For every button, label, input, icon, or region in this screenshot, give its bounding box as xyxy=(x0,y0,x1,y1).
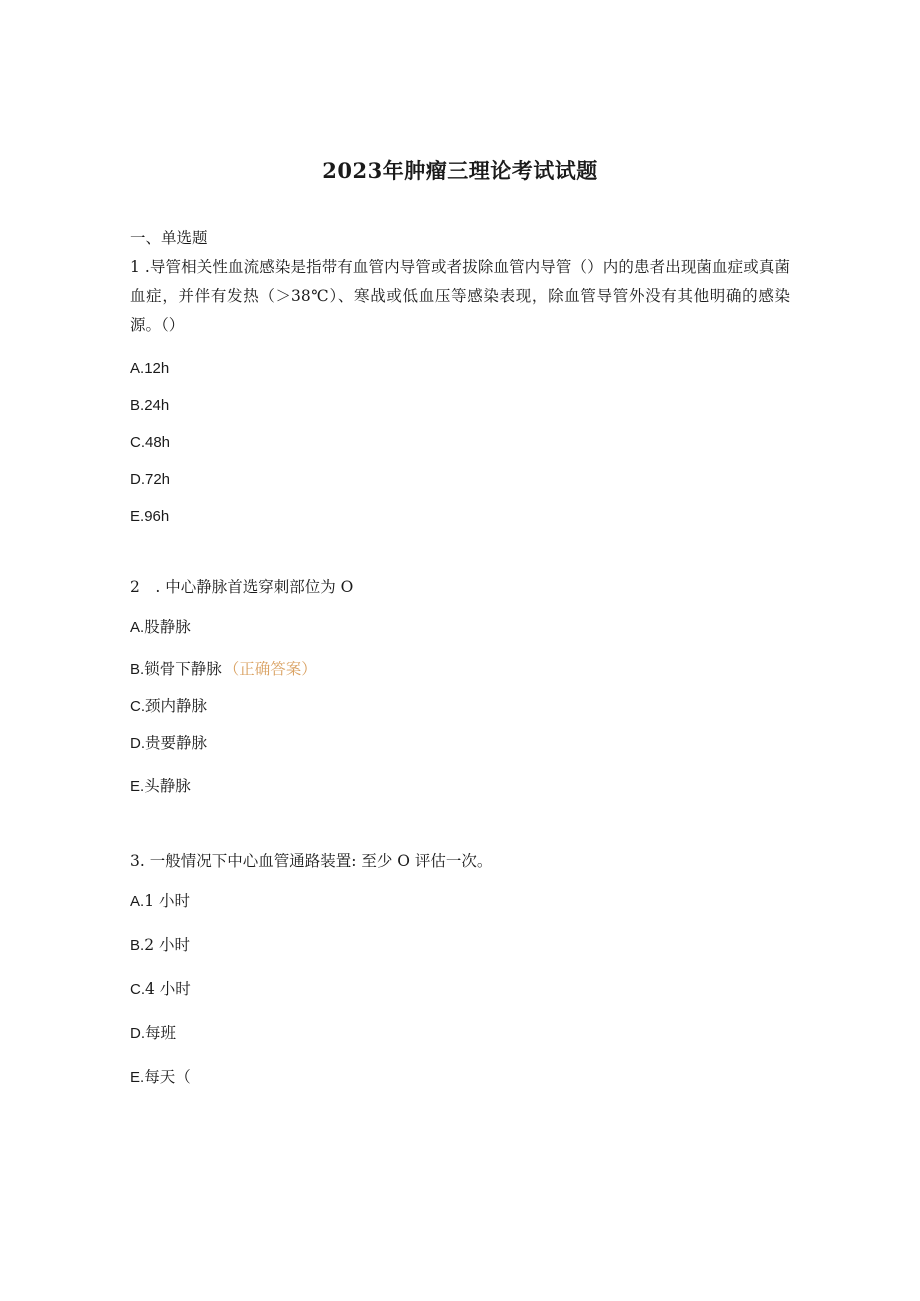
option-letter: D. xyxy=(130,1025,145,1042)
option-letter: A. xyxy=(130,893,145,910)
option-text: 48h xyxy=(145,434,171,451)
option-text: 头静脉 xyxy=(144,777,191,795)
option-letter: C. xyxy=(130,698,145,715)
option-text: 贵要静脉 xyxy=(145,734,208,752)
question-1-option-c xyxy=(130,432,170,453)
question-1-stem: 1 .导管相关性血流感染是指带有血管内导管或者拔除血管内导管（）内的患者出现菌血症或真菌血症，并伴有发热（＞38℃）、寒战或低血压等感染表现，除血管导管外没有其他明确的感染源。（） xyxy=(130,258,790,334)
option-text: 2 小时 xyxy=(144,936,190,954)
option-text: 96h xyxy=(144,508,170,525)
option-letter: A. xyxy=(130,360,145,377)
option-letter: D. xyxy=(130,471,145,488)
option-text: 1 小时 xyxy=(144,892,190,910)
question-2-option-d xyxy=(130,733,207,754)
option-text: 4 小时 xyxy=(145,980,191,998)
option-letter: B. xyxy=(130,661,145,678)
option-letter: B. xyxy=(130,937,145,954)
option-text: 每天（ xyxy=(144,1068,191,1086)
question-2-option-e xyxy=(130,776,191,797)
question-1-option-b xyxy=(130,395,169,416)
section-heading: 一、单选题 xyxy=(130,229,208,247)
question-1-option-e xyxy=(130,506,169,527)
question-2-option-a xyxy=(130,617,191,638)
option-text: 锁骨下静脉 xyxy=(144,660,222,678)
question-2-stem: 2 . 中心静脉首选穿刺部位为 O xyxy=(130,578,354,596)
option-letter: D. xyxy=(130,735,145,752)
question-3-option-c xyxy=(130,979,191,1000)
question-3-option-e xyxy=(130,1067,191,1088)
option-text: 24h xyxy=(144,397,170,414)
option-letter: A. xyxy=(130,619,145,636)
option-text: 颈内静脉 xyxy=(145,697,208,715)
question-1-option-a xyxy=(130,358,169,379)
question-3-stem: 3. 一般情况下中心血管通路装置: 至少 O 评估一次。 xyxy=(130,852,493,870)
option-text: 每班 xyxy=(145,1024,177,1042)
option-text: 股静脉 xyxy=(144,618,191,636)
option-text: 12h xyxy=(144,360,170,377)
option-letter: E. xyxy=(130,1069,145,1086)
page-title: 2023年肿瘤三理论考试试题 xyxy=(322,158,598,183)
option-letter: B. xyxy=(130,397,145,414)
question-3-option-a xyxy=(130,891,190,912)
option-text: 72h xyxy=(145,471,171,488)
option-letter: C. xyxy=(130,981,145,998)
question-1-option-d xyxy=(130,469,170,490)
correct-answer-tag: （正确答案） xyxy=(223,660,317,678)
question-2-option-b xyxy=(130,659,317,680)
option-letter: C. xyxy=(130,434,145,451)
option-letter: E. xyxy=(130,508,145,525)
option-letter: E. xyxy=(130,778,145,795)
question-2-option-c xyxy=(130,696,207,717)
question-3-option-b xyxy=(130,935,190,956)
question-3-option-d xyxy=(130,1023,176,1044)
